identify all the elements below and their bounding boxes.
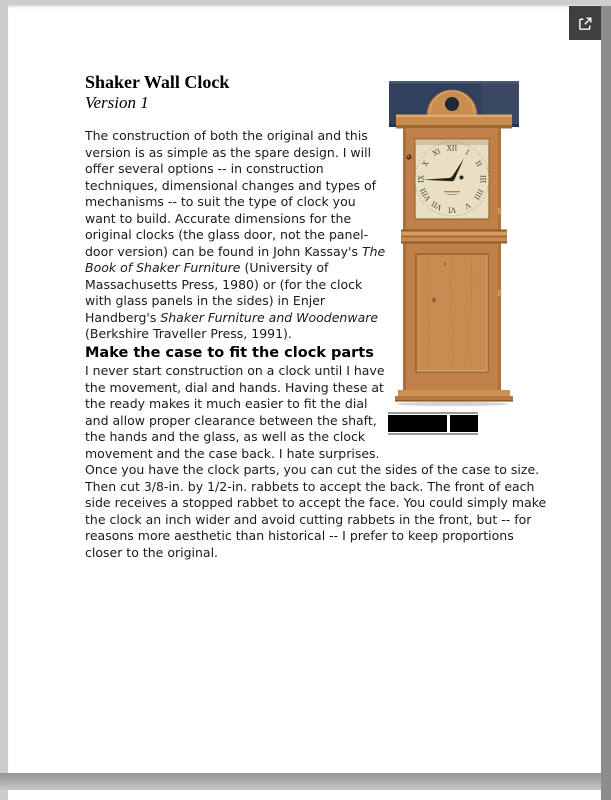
next-page-edge xyxy=(8,790,601,800)
intro-paragraph xyxy=(85,128,390,343)
svg-text:I: I xyxy=(464,148,471,157)
caption-bars xyxy=(388,412,478,435)
svg-text:VI: VI xyxy=(448,205,456,214)
section-heading: Make the case to fit the clock parts xyxy=(85,345,374,361)
svg-text:XI: XI xyxy=(431,147,443,159)
scrollbar-thumb[interactable] xyxy=(601,6,611,800)
svg-text:IX: IX xyxy=(417,175,426,183)
caption-bar-left xyxy=(388,415,447,432)
document-page xyxy=(8,5,601,773)
intro-text-2: (University of Massachusetts Press, 1980) or (for the clock with glass panels in the sides) in Enjer Handberg's xyxy=(85,260,363,325)
hinge-bottom xyxy=(498,290,501,296)
page-separator xyxy=(0,773,601,790)
open-in-new-window-button[interactable] xyxy=(569,6,601,40)
svg-text:III: III xyxy=(478,174,487,184)
mid-molding xyxy=(401,230,507,244)
book-title-2: Shaker Furniture and Woodenware xyxy=(160,309,379,325)
closing-paragraph: Once you have the clock parts, you can cut the sides of the case to size. Then cut 3/8-in. by 1/2-in. rabbets to accept the back. The front of each side receives a stopped rabbet to accept the face. You could simply make the clock an inch wider and avoid cutting rabbets in the front, but -- for reasons more aesthetic than historical -- I prefer to keep proportions closer to the original. xyxy=(85,462,547,560)
section-paragraph: I never start construction on a clock until I have the movement, dial and hands. Having these at the ready makes it much easier to fit the dial and allow proper clearance between the shaft, the hands and the glass, as well as the clock movement and the case back. I hate surprises. xyxy=(85,363,385,461)
crown-molding xyxy=(396,115,512,129)
page-title: Shaker Wall Clock xyxy=(85,72,230,92)
wood-knot xyxy=(432,297,435,302)
open-external-icon xyxy=(577,15,594,32)
winding-arbor xyxy=(460,176,464,180)
page-subtitle: Version 1 xyxy=(85,93,149,112)
svg-text:VIII: VIII xyxy=(418,186,433,203)
caption-bar-right xyxy=(450,415,478,432)
svg-text:II: II xyxy=(473,159,484,169)
svg-text:XII: XII xyxy=(446,144,458,153)
base-molding xyxy=(395,390,513,406)
clock-face xyxy=(406,139,489,219)
title-block xyxy=(85,72,229,113)
svg-text:V: V xyxy=(463,200,472,211)
hanging-hole xyxy=(445,97,459,111)
svg-text:IIII: IIII xyxy=(472,187,485,202)
section-block xyxy=(85,344,390,462)
clock-photo xyxy=(389,78,519,406)
book-title-1: The Book of Shaker Furniture xyxy=(85,243,386,275)
door-knob xyxy=(406,154,411,159)
hinge-top xyxy=(498,208,501,214)
intro-text-1: The construction of both the original and this version is as simple as the spare design. I will offer several options -- in construction techniques, dimensional changes and types of mechanisms -- to suit the type of clock you want to build. Accurate dimensions for the original clocks (the glass door, not the panel-door version) can be found in John Kassay's xyxy=(85,128,377,259)
svg-text:X: X xyxy=(420,159,431,168)
intro-text-3: (Berkshire Traveller Press, 1991). xyxy=(85,326,292,341)
maker-label xyxy=(444,191,460,192)
svg-text:VII: VII xyxy=(430,199,444,212)
